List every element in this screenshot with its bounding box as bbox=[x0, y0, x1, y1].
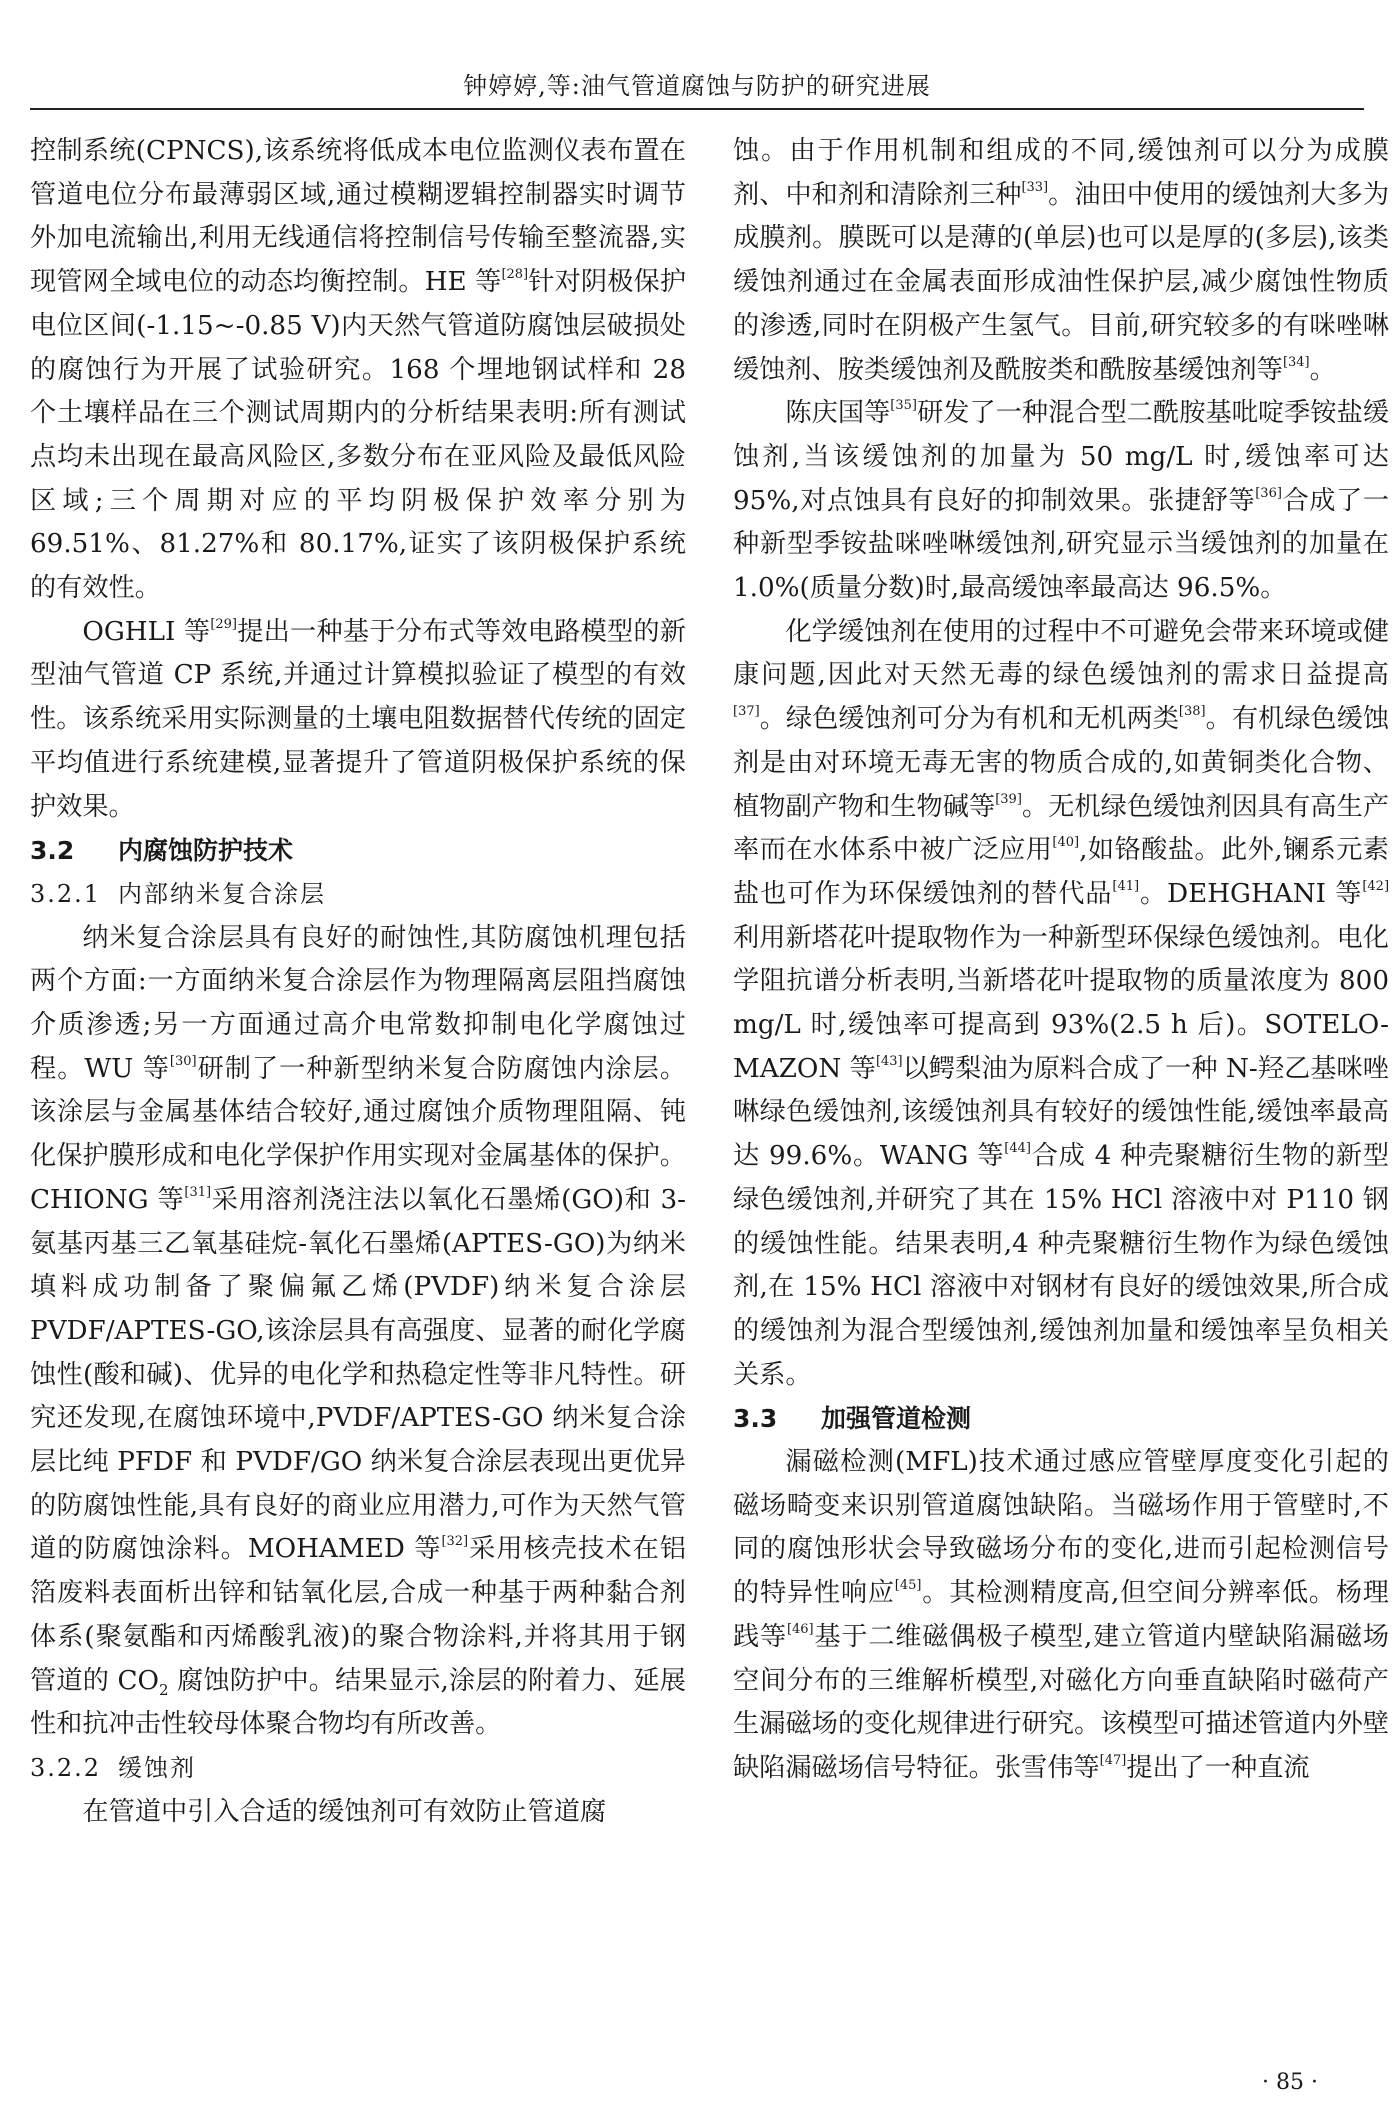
paragraph: OGHLI 等[29]提出一种基于分布式等效电路模型的新型油气管道 CP 系统,并通过计算模拟验证了模型的有效性。该系统采用实际测量的土壤电阻数据替代传统的固定平均值进行系统建模,显著提升了管道阴极保护系统的保护效果。 bbox=[30, 616, 686, 822]
paragraph: 陈庆国等[35]研发了一种混合型二酰胺基吡啶季铵盐缓蚀剂,当该缓蚀剂的加量为 50 mg/L 时,缓蚀率可达 95%,对点蚀具有良好的抑制效果。张捷舒等[36]合成了一种新型季铵盐咪唑啉缓蚀剂,研究显示当缓蚀剂的加量在 1.0%(质量分数)时,最高缓蚀率最高达 96.5%。 bbox=[733, 398, 1390, 604]
section-heading: 3.2 内腐蚀防护技术 bbox=[30, 836, 294, 866]
page-number: · 85 · bbox=[1262, 2070, 1318, 2095]
left-column bbox=[30, 130, 686, 1834]
citation: [32] bbox=[441, 1534, 469, 1550]
citation: [34] bbox=[1282, 354, 1310, 370]
paragraph: 控制系统(CPNCS),该系统将低成本电位监测仪表布置在管道电位分布最薄弱区域,通过模糊逻辑控制器实时调节外加电流输出,利用无线通信将控制信号传输至整流器,实现管网全域电位的动态均衡控制。HE 等[28]针对阴极保护电位区间(-1.15~-0.85 V)内天然气管道防腐蚀层破损处的腐蚀行为开展了试验研究。168 个埋地钢试样和 28 个土壤样品在三个测试周期内的分析结果表明:所有测试点均未出现在最高风险区,多数分布在亚风险及最低风险区域;三个周期对应的平均阴极保护效率分别为 69.51%、81.27%和 80.17%,证实了该阴极保护系统的有效性。 bbox=[30, 136, 687, 604]
subscript: 2 bbox=[159, 1680, 169, 1699]
subsection-heading: 3.2.1 内部纳米复合涂层 bbox=[30, 879, 326, 908]
citation: [46] bbox=[786, 1621, 814, 1637]
section-heading: 3.3 加强管道检测 bbox=[733, 1404, 972, 1434]
citation: [36] bbox=[1255, 485, 1282, 501]
citation: [35] bbox=[890, 398, 917, 414]
paragraph: 漏磁检测(MFL)技术通过感应管壁厚度变化引起的磁场畸变来识别管道腐蚀缺陷。当磁场作用于管壁时,不同的腐蚀形状会导致磁场分布的变化,进而引起检测信号的特异性响应[45]。其检测精度高,但空间分辨率低。杨理践等[46]基于二维磁偶极子模型,建立管道内壁缺陷漏磁场空间分布的三维解析模型,对磁化方向垂直缺陷时磁荷产生漏磁场的变化规律进行研究。该模型可描述管道内外壁缺陷漏磁场信号特征。张雪伟等[47]提出了一种直流 bbox=[733, 1447, 1390, 1783]
citation: [31] bbox=[184, 1184, 212, 1200]
citation: [29] bbox=[210, 616, 237, 632]
citation: [39] bbox=[995, 791, 1022, 807]
paragraph: 纳米复合涂层具有良好的耐蚀性,其防腐蚀机理包括两个方面:一方面纳米复合涂层作为物理隔离层阻挡腐蚀介质渗透;另一方面通过高介电常数抑制电化学腐蚀过程。WU 等[30]研制了一种新型纳米复合防腐蚀内涂层。该涂层与金属基体结合较好,通过腐蚀介质物理阻隔、钝化保护膜形成和电化学保护作用实现对金属基体的保护。CHIONG 等[31]采用溶剂浇注法以氧化石墨烯(GO)和 3-氨基丙基三乙氧基硅烷-氧化石墨烯(APTES-GO)为纳米填料成功制备了聚偏氟乙烯(PVDF)纳米复合涂层 PVDF/APTES-GO,该涂层具有高强度、显著的耐化学腐蚀性(酸和碱)、优异的电化学和热稳定性等非凡特性。研究还发现,在腐蚀环境中,PVDF/APTES-GO 纳米复合涂层比纯 PFDF 和 PVDF/GO 纳米复合涂层表现出更优异的防腐蚀性能,具有良好的商业应用潜力,可作为天然气管道的防腐蚀涂料。MOHAMED 等[32]采用核壳技术在铝箔废料表面析出锌和钴氧化层,合成一种基于两种黏合剂体系(聚氨酯和丙烯酸乳液)的聚合物涂料,并将其用于钢管道的 $CO_2$ 腐蚀防护中。结果显示,涂层的附着力、延展性和抗冲击性较母体聚合物均有所改善。 bbox=[30, 922, 687, 1740]
citation: [30] bbox=[169, 1053, 197, 1069]
citation: [47] bbox=[1099, 1753, 1127, 1768]
paragraph: 化学缓蚀剂在使用的过程中不可避免会带来环境或健康问题,因此对天然无毒的绿色缓蚀剂的需求日益提高[37]。绿色缓蚀剂可分为有机和无机两类[38]。有机绿色缓蚀剂是由对环境无毒无害的物质合成的,如黄铜类化合物、植物副产物和生物碱等[39]。无机绿色缓蚀剂因具有高生产率而在水体系中被广泛应用[40],如铬酸盐。此外,镧系元素盐也可作为环保缓蚀剂的替代品[41]。DEHGHANI 等[42]利用新塔花叶提取物作为一种新型环保绿色缓蚀剂。电化学阻抗谱分析表明,当新塔花叶提取物的质量浓度为 800 mg/L 时,缓蚀率可提高到 93%(2.5 h 后)。SOTELO-MAZON 等[43]以鳄梨油为原料合成了一种 N-羟乙基咪唑啉绿色缓蚀剂,该缓蚀剂具有较好的缓蚀性能,缓蚀率最高达 99.6%。WANG 等[44]合成 4 种壳聚糖衍生物的新型绿色缓蚀剂,并研究了其在 15% HCl 溶液中对 P110 钢的缓蚀性能。结果表明,4 种壳聚糖衍生物作为绿色缓蚀剂,在 15% HCl 溶液中对钢材有良好的缓蚀效果,所合成的缓蚀剂为混合型缓蚀剂,缓蚀剂加量和缓蚀率呈负相关关系。 bbox=[733, 616, 1390, 1390]
citation: [44] bbox=[1004, 1141, 1031, 1157]
citation: [33] bbox=[1021, 179, 1049, 195]
citation: [43] bbox=[875, 1053, 903, 1069]
citation: [45] bbox=[894, 1578, 922, 1594]
running-header: 钟婷婷,等:油气管道腐蚀与防护的研究进展 bbox=[463, 72, 931, 100]
citation: [38] bbox=[1178, 704, 1206, 720]
paragraph: 蚀。由于作用机制和组成的不同,缓蚀剂可以分为成膜剂、中和剂和清除剂三种[33]。油田中使用的缓蚀剂大多为成膜剂。膜既可以是薄的(单层)也可以是厚的(多层),该类缓蚀剂通过在金属表面形成油性保护层,减少腐蚀性物质的渗透,同时在阴极产生氢气。目前,研究较多的有咪唑啉缓蚀剂、胺类缓蚀剂及酰胺类和酰胺基缓蚀剂等[34]。 bbox=[733, 136, 1390, 385]
citation: [37] bbox=[733, 704, 760, 720]
right-column bbox=[733, 130, 1389, 1791]
paragraph: 在管道中引入合适的缓蚀剂可有效防止管道腐 bbox=[82, 1796, 607, 1827]
header-rule bbox=[30, 108, 1364, 110]
citation: [41] bbox=[1112, 878, 1140, 894]
citation: [28] bbox=[501, 267, 529, 283]
citation: [40] bbox=[1052, 835, 1080, 851]
citation: [42] bbox=[1362, 878, 1390, 894]
subsection-heading: 3.2.2 缓蚀剂 bbox=[30, 1753, 196, 1782]
